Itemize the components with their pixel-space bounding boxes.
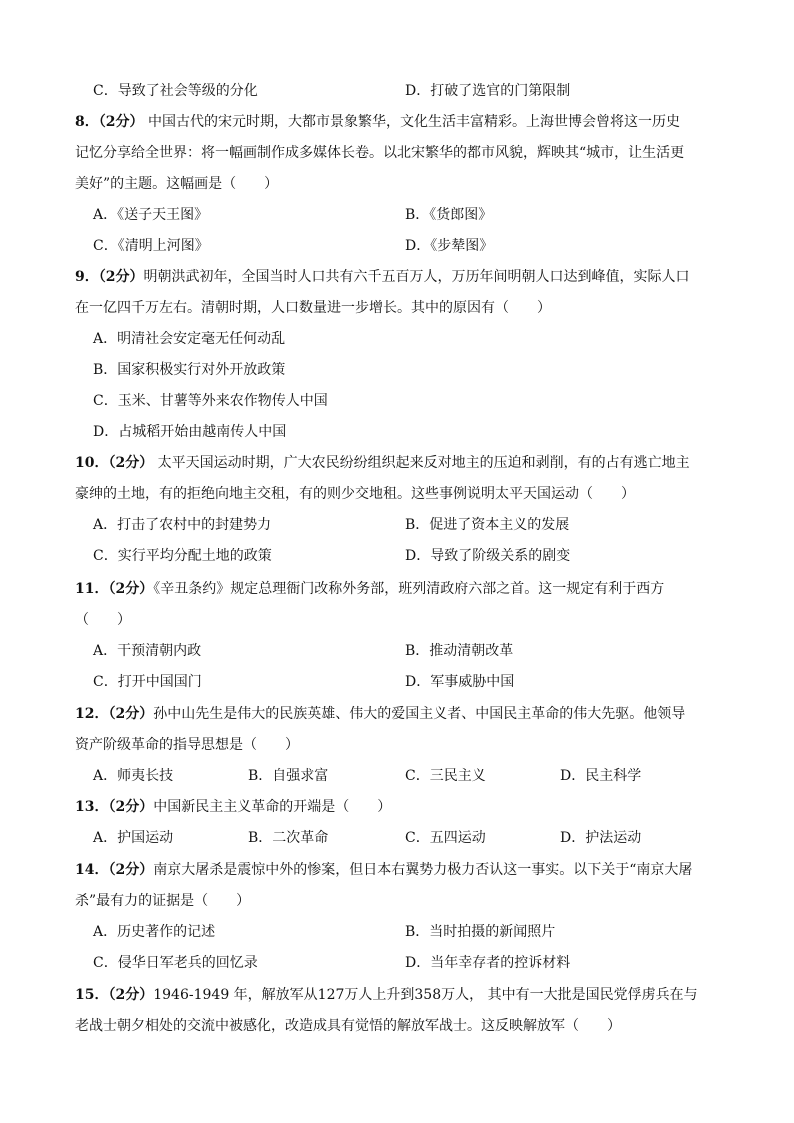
question-number: 9． — [75, 269, 99, 285]
question-score: （2分） — [108, 799, 154, 815]
question-14-line-1 — [75, 859, 725, 881]
option-c: C．打开中国国门 — [93, 674, 202, 690]
option-d: D．占城稻开始由越南传人中国 — [93, 424, 287, 440]
option-b: B．促进了资本主义的发展 — [405, 517, 570, 533]
option-d: D．《步辇图》 — [405, 238, 494, 254]
option-d: D．民主科学 — [560, 768, 642, 784]
question-11-line-1 — [75, 578, 725, 600]
question-number: 14． — [75, 862, 109, 878]
option-c: C．玉米、甘薯等外来农作物传人中国 — [93, 393, 328, 409]
option-c: C．导致了社会等级的分化 — [93, 83, 258, 99]
option-d: D．打破了选官的门第限制 — [405, 83, 571, 99]
question-14-line-2: 杀”最有力的证据是（ ） — [75, 893, 251, 909]
question-11-line-2: （ ） — [75, 612, 131, 628]
option-b: B．国家积极实行对外开放政策 — [93, 362, 286, 378]
question-8-line-2: 记忆分享给全世界：将一幅画制作成多媒体长卷。以北宋繁华的都市风貌，辉映其“城市，让生活更 — [75, 145, 685, 161]
question-text: 南京大屠杀是震惊中外的惨案，但日本右翼势力极力否认这一事实。以下关于“南京大屠 — [153, 862, 693, 878]
option-b: B．推动清朝改革 — [405, 643, 514, 659]
option-a: A．明清社会安定毫无任何动乱 — [93, 331, 286, 347]
question-score: （2分） — [108, 455, 154, 471]
question-15-line-2: 老战士朝夕相处的交流中被感化，改造成具有觉悟的解放军战士。这反映解放军（ ） — [75, 1018, 621, 1034]
question-text: 中国古代的宋元时期，大都市景象繁华，文化生活丰富精彩。上海世博会曾将这一历史 — [143, 114, 680, 130]
option-a: A．《送子天王图》 — [93, 207, 209, 223]
question-15-line-1 — [75, 984, 725, 1006]
option-b: B．自强求富 — [248, 768, 329, 784]
question-score: （2分） — [108, 987, 154, 1003]
question-number: 8． — [75, 114, 99, 130]
option-c: C．五四运动 — [405, 830, 486, 846]
option-a: A．干预清朝内政 — [93, 643, 202, 659]
question-text: 孙中山先生是伟大的民族英雄、伟大的爱国主义者、中国民主革命的伟大先驱。他领导 — [153, 706, 686, 722]
question-score: （2分） — [98, 269, 144, 285]
option-d: D．导致了阶级关系的剧变 — [405, 548, 571, 564]
question-text: 1946-1949 年，解放军从127万人上升到358万人， 其中有一大批是国民党俘虏兵在与 — [153, 987, 698, 1003]
option-d: D．军事威胁中国 — [405, 674, 515, 690]
question-score: （2分） — [108, 862, 154, 878]
question-8-line-3: 美好”的主题。这幅画是（ ） — [75, 176, 279, 192]
question-text: 中国新民主主义革命的开端是（ ） — [153, 799, 392, 815]
question-number: 15． — [75, 987, 109, 1003]
option-a: A．师夷长技 — [93, 768, 174, 784]
option-b: B．当时拍摄的新闻照片 — [405, 924, 556, 940]
option-a: A．护国运动 — [93, 830, 174, 846]
question-text: 太平天国运动时期，广大农民纷纷组织起来反对地主的压迫和剥削，有的占有逃亡地主 — [153, 455, 690, 471]
question-12-line-1 — [75, 703, 725, 725]
question-9-line-1 — [75, 266, 725, 288]
option-b: B．二次革命 — [248, 830, 329, 846]
option-d: D．护法运动 — [560, 830, 642, 846]
question-number: 11． — [75, 581, 109, 597]
question-12-line-2: 资产阶级革命的指导思想是（ ） — [75, 737, 299, 753]
question-score: （2分） — [108, 581, 154, 597]
question-score: （2分） — [108, 706, 154, 722]
question-9-line-2: 在一亿四千万左右。清朝时期，人口数量进一步增长。其中的原因有（ ） — [75, 300, 551, 316]
question-number: 12． — [75, 706, 109, 722]
option-d: D．当年幸存者的控诉材料 — [405, 955, 571, 971]
question-13-line-1 — [75, 796, 725, 818]
question-text: 《辛丑条约》规定总理衙门改称外务部，班列清政府六部之首。这一规定有利于西方 — [153, 581, 665, 597]
question-number: 13． — [75, 799, 109, 815]
option-c: C．《清明上河图》 — [93, 238, 209, 254]
question-number: 10． — [75, 455, 109, 471]
option-c: C．实行平均分配土地的政策 — [93, 548, 272, 564]
option-a: A．历史著作的记述 — [93, 924, 216, 940]
option-a: A．打击了农村中的封建势力 — [93, 517, 272, 533]
question-score: （2分） — [98, 114, 144, 130]
question-text: 明朝洪武初年，全国当时人口共有六千五百万人，万历年间明朝人口达到峰值，实际人口 — [143, 269, 690, 285]
option-c: C．三民主义 — [405, 768, 486, 784]
question-8-line-1 — [75, 111, 725, 133]
question-10-line-1 — [75, 452, 725, 474]
option-b: B．《货郎图》 — [405, 207, 493, 223]
question-10-line-2: 豪绅的土地，有的拒绝向地主交租，有的则少交地租。这些事例说明太平天国运动（ ） — [75, 486, 635, 502]
option-c: C．侵华日军老兵的回忆录 — [93, 955, 258, 971]
